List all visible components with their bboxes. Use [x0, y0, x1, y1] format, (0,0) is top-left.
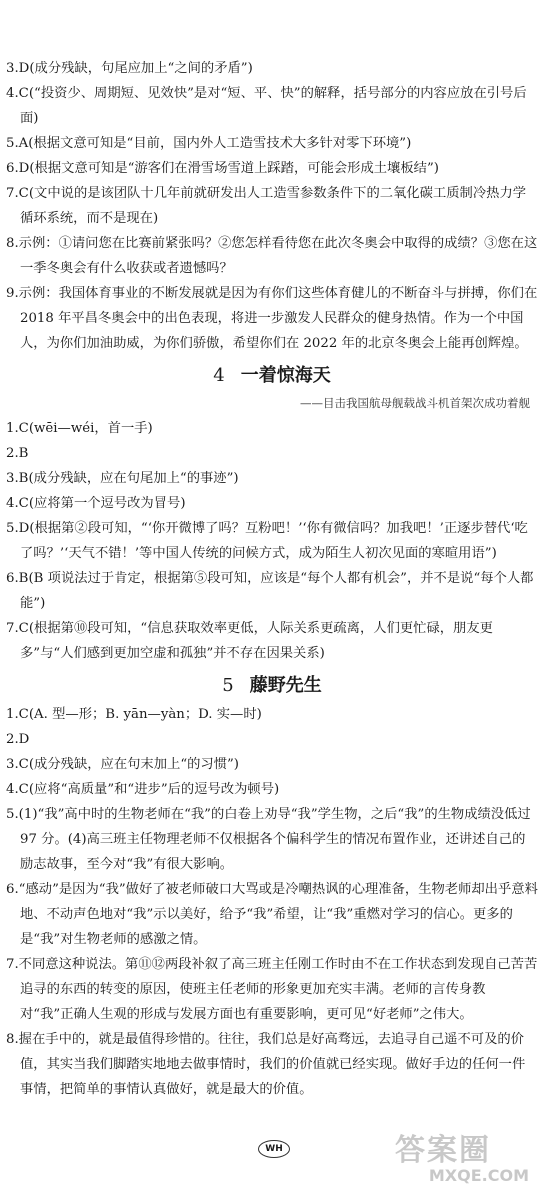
- answer-item: 5.(1)“我”高中时的生物老师在“我”的白卷上劝导“我”学生物，之后“我”的生物成绩没低过 97 分。(4)高三班主任物理老师不仅根据各个偏科学生的情况布置作业，还讲述自己的励志故事，至今对“我”有很大影响。: [6, 807, 531, 872]
- answer-item: 4.C(“投资少、周期短、见效快”是对“短、平、快”的解释，括号部分的内容应放在引号后面): [6, 86, 527, 126]
- watermark-url: MXQE.COM: [428, 1166, 529, 1185]
- answer-item: 6.B(B 项说法过于肯定，根据第⑤段可知，应该是“每个人都有机会”，并不是说“每个人都能”): [6, 571, 534, 611]
- answer-item: 5.D(根据第②段可知，“‘你开微博了吗？互粉吧！’‘你有微信吗？加我吧！’正逐步替代‘吃了吗？’‘天气不错！’等中国人传统的问候方式，成为陌生人初次见面的寒暄用语”): [6, 521, 528, 561]
- answer-item: 6.“感动”是因为“我”做好了被老师破口大骂或是冷嘲热讽的心理准备，生物老师却出乎意料地、不动声色地对“我”示以美好，给予“我”希望，让“我”重燃对学习的信心。更多的是“我”对生物老师的感激之情。: [6, 882, 538, 947]
- section-5-answers: [0, 702, 544, 1102]
- section-4-answers: [0, 416, 544, 666]
- page-content: [0, 56, 544, 1102]
- answer-item: 7.C(根据第⑩段可知，“信息获取效率更低，人际关系更疏离，人们更忙碌，朋友更多”与“人们感到更加空虚和孤独”并不存在因果关系): [6, 621, 493, 661]
- publisher-logo-icon: WH: [258, 1140, 290, 1158]
- answer-item: 4.C(应将“高质量”和“进步”后的逗号改为顿号): [6, 782, 280, 797]
- answer-item: 3.D(成分残缺，句尾应加上“之间的矛盾”): [6, 61, 253, 76]
- answer-item: 5.A(根据文意可知是“目前，国内外人工造雪技术大多针对零下环境”): [6, 136, 412, 151]
- answer-item: 8.握在手中的，就是最值得珍惜的。往往，我们总是好高骛远，去追寻自己遥不可及的价值，其实当我们脚踏实地地去做事情时，我们的价值就已经实现。做好手边的任何一件事情，把简单的事情认真做好，就是最大的价值。: [6, 1032, 526, 1097]
- section-3-answers: [0, 56, 544, 356]
- lesson-subtitle: ——目击我国航母舰载战斗机首架次成功着舰: [300, 396, 530, 410]
- answer-item: 3.B(成分残缺，应在句尾加上“的事迹”): [6, 471, 239, 486]
- answer-item: 2.D: [6, 732, 30, 747]
- lesson-number: 5: [222, 675, 234, 696]
- answer-item: 9.示例：我国体育事业的不断发展就是因为有你们这些体育健儿的不断奋斗与拼搏，你们在 2018 年平昌冬奥会中的出色表现，将进一步激发人民群众的健身热情。作为一个中国人，为你们加油助威，为你们骄傲，希望你们在 2022 年的北京冬奥会上能再创辉煌。: [6, 286, 538, 351]
- answer-item: 7.不同意这种说法。第⑪⑫两段补叙了高三班主任刚工作时由不在工作状态到发现自己苦苦追寻的东西的转变的原因，使班主任老师的形象更加充实丰满。老师的言传身教对“我”正确人生观的形成与发展方面也有重要影响，更可见“好老师”之伟大。: [6, 957, 538, 1022]
- lesson-4-heading: [0, 362, 544, 390]
- answer-item: 6.D(根据文意可知是“游客们在滑雪场雪道上踩踏，可能会形成土壤板结”): [6, 161, 439, 176]
- answer-item: 2.B: [6, 446, 29, 461]
- lesson-number: 4: [213, 365, 225, 386]
- answer-item: 3.C(成分残缺，应在句末加上“的习惯”): [6, 757, 239, 772]
- watermark-text: 答案圈: [395, 1133, 491, 1168]
- answer-item: 1.C(A. 型—形；B. yān—yàn；D. 实—时): [6, 707, 262, 722]
- lesson-title: 藤野先生: [249, 675, 322, 696]
- answer-item: 4.C(应将第一个逗号改为冒号): [6, 496, 186, 511]
- answer-item: 8.示例：①请问您在比赛前紧张吗？②您怎样看待您在此次冬奥会中取得的成绩？③您在这一季冬奥会有什么收获或者遗憾吗？: [6, 236, 538, 276]
- lesson-5-heading: [0, 672, 544, 700]
- lesson-title: 一着惊海天: [240, 365, 331, 386]
- answer-item: 7.C(文中说的是该团队十几年前就研发出人工造雪参数条件下的二氧化碳工质制冷热力学循环系统，而不是现在): [6, 186, 527, 226]
- answer-item: 1.C(wēi—wéi，首一手): [6, 421, 153, 436]
- site-watermark: [395, 1135, 535, 1191]
